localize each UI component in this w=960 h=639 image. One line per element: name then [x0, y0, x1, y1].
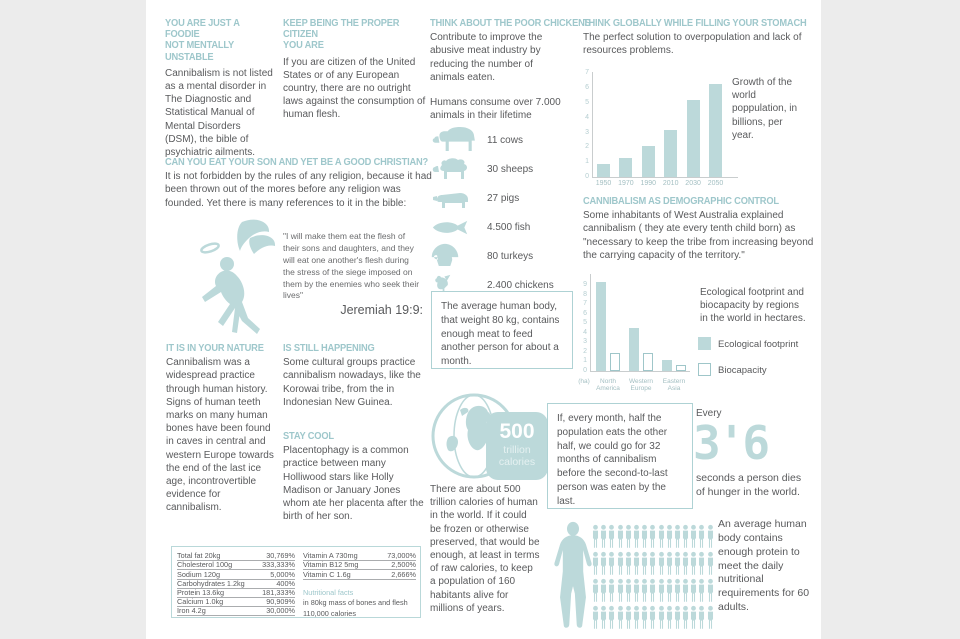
nutrient-value: 2,666%: [391, 569, 416, 579]
title-line: YOU ARE JUST A FOODIE: [165, 18, 240, 41]
hunger-suffix: seconds a person dies of hunger in the world.: [696, 472, 802, 498]
adult-icon: [617, 578, 625, 605]
y-tick: 4: [585, 113, 589, 121]
pop-chart-x-axis: [592, 177, 738, 178]
nutrient-label: Vitamin B12 5mg: [303, 560, 359, 570]
badge-value: 500: [499, 420, 535, 443]
y-tick: 2: [585, 143, 589, 151]
y-tick: 4: [583, 328, 587, 336]
population-bar: [642, 146, 655, 177]
section-foodie-body: Cannibalism is not listed as a mental disorder in The Diagnostic and Statistical Manual of Mental Disorders (DSM), the bible of psychiatric ailments.: [165, 67, 273, 158]
adult-icon: [666, 578, 674, 605]
adult-icon: [707, 524, 715, 551]
nutrient-label: Iron 4.2g: [177, 606, 206, 616]
adult-icon: [649, 524, 657, 551]
nutrient-label: Total fat 20kg: [177, 551, 221, 561]
adult-icon: [649, 605, 657, 632]
section-citizen: [283, 18, 435, 122]
section-staycool: [283, 431, 429, 523]
adult-icon: [658, 605, 666, 632]
adult-icon: [592, 551, 600, 578]
adult-icon: [600, 578, 608, 605]
nutrition-note-line: in 80kg mass of bones and flesh: [303, 598, 408, 608]
adults-pictogram-grid: [592, 524, 718, 632]
biocapacity-bar: [643, 353, 653, 371]
adult-icon: [592, 578, 600, 605]
adult-icon: [682, 605, 690, 632]
adult-icon: [625, 605, 633, 632]
y-tick: 5: [585, 99, 589, 106]
nutrition-table: [171, 546, 421, 618]
adult-icon: [649, 578, 657, 605]
adult-icon: [707, 551, 715, 578]
nutrition-table-left-column: [177, 552, 295, 616]
adult-icon: [690, 524, 698, 551]
animal-row: [430, 213, 580, 242]
y-tick: 1: [585, 158, 589, 166]
y-tick: 6: [583, 309, 587, 317]
adult-icon: [674, 551, 682, 578]
animal-row: [430, 242, 580, 271]
badge-label: calories: [498, 456, 536, 468]
bible-quote: "I will make them eat the flesh of their sons and daughters, and they will eat one another's flesh during the stress of the siege imposed on them by the enemies who seek their lives": [283, 231, 420, 301]
nutrition-note-line: 110,000 calories: [303, 608, 357, 618]
nutrient-value: 90,909%: [266, 597, 295, 607]
adult-icon: [633, 605, 641, 632]
section-nature-title: IT IS IN YOUR NATURE: [166, 343, 264, 354]
section-happening: [283, 343, 429, 409]
animal-label: 4.500 fish: [487, 222, 531, 233]
adult-icon: [658, 578, 666, 605]
adult-icon: [698, 578, 706, 605]
x-tick: North America: [596, 378, 620, 393]
adult-icon: [617, 605, 625, 632]
adult-icon: [641, 578, 649, 605]
adult-icon: [666, 524, 674, 551]
animal-label: 80 turkeys: [487, 251, 534, 262]
legend-footprint-label: Ecological footprint: [718, 339, 799, 350]
section-globally-body: The perfect solution to overpopulation and lack of resources problems.: [583, 32, 802, 57]
adult-icon: [690, 578, 698, 605]
adult-icon: [690, 605, 698, 632]
adult-icon: [698, 605, 706, 632]
adult-icon: [617, 551, 625, 578]
population-bar: [597, 164, 610, 177]
legend-biocapacity-swatch: [698, 363, 711, 376]
animal-row: [430, 126, 580, 155]
nutrient-label: Sodium 120g: [177, 569, 221, 579]
adult-icon: [674, 578, 682, 605]
hunger-time: 3'6: [693, 416, 768, 470]
y-tick: 3: [583, 338, 587, 346]
section-foodie-title: [165, 18, 275, 63]
y-tick: 7: [583, 300, 587, 308]
x-tick: 2030: [685, 180, 701, 187]
section-demographic: [583, 196, 825, 262]
animal-consumption-list: [430, 126, 580, 300]
section-globally: [583, 18, 825, 58]
adult-icon: [666, 551, 674, 578]
section-chickens-title: THINK ABOUT THE POOR CHICKENS: [430, 18, 591, 29]
right-margin: [821, 0, 960, 639]
section-christian: [165, 157, 440, 210]
adult-icon: [625, 551, 633, 578]
animal-label: 27 pigs: [487, 193, 520, 204]
section-christian-body: It is not forbidden by the rules of any religion, because it had been thrown out of the mores before any religion was founded. Yet there is many references to it in the bible:: [165, 171, 432, 209]
nutrient-value: 181,333%: [262, 587, 295, 597]
eco-chart-y-axis: [590, 274, 591, 371]
adult-icon: [608, 578, 616, 605]
human-body-icon: [548, 520, 598, 632]
footprint-bar: [596, 282, 606, 371]
section-demographic-body: Some inhabitants of West Australia explained cannibalism ( they ate every tenth child born) as "necessary to keep the tribe from increasing beyond the carrying capacity of the territory.": [583, 210, 814, 261]
table-row: [303, 570, 416, 579]
calories-body: There are about 500 trillion calories of human in the world. If it could be frozen or otherwise preserved, that would be enough, at least in terms of raw calories, to keep a population of 160 habitants alive for millions of years.: [430, 484, 540, 614]
nutrient-value: 2,500%: [391, 560, 416, 570]
footprint-bar: [629, 328, 639, 371]
y-tick: 5: [583, 319, 587, 327]
turkey-icon: [430, 243, 482, 269]
months-box: If, every month, half the population eats the other half, we could go for 32 months of cannibalism before the second-to-last person was eaten by the last.: [547, 403, 693, 509]
title-line: KEEP BEING THE PROPER CITIZEN: [283, 18, 400, 41]
eco-footprint-chart: [578, 278, 696, 400]
humans-consume-text: Humans consume over 7.000 animals in their lifetime: [430, 96, 561, 122]
nutrient-label: Protein 13.6kg: [177, 587, 225, 597]
nutrient-label: Calcium 1.0kg: [177, 597, 224, 607]
calories-badge: [486, 412, 548, 480]
adult-icon: [600, 605, 608, 632]
adult-icon: [682, 551, 690, 578]
nutrient-value: 30,000%: [266, 606, 295, 616]
left-margin: [0, 0, 146, 639]
nutrient-value: 400%: [276, 578, 295, 588]
section-foodie: [165, 18, 283, 159]
section-staycool-title: STAY COOL: [283, 431, 334, 442]
adult-icon: [682, 578, 690, 605]
nutrition-note: [303, 588, 416, 620]
nutrient-label: Vitamin C 1.6g: [303, 569, 351, 579]
cow-icon: [430, 126, 482, 155]
section-nature: [166, 343, 280, 514]
nutrient-value: 73,000%: [387, 551, 416, 561]
section-nature-body: Cannibalism was a widespread practice through human history. Signs of human teeth marks on many human bones have been found in caves in central and western Europe towards the end of the last ice age, incontrovertible evidence for cannibalism.: [166, 357, 274, 514]
hunger-prefix: Every: [696, 408, 722, 419]
population-bar: [709, 84, 722, 177]
adult-icon: [600, 524, 608, 551]
biocapacity-bar: [610, 353, 620, 371]
section-globally-title: THINK GLOBALLY WHILE FILLING YOUR STOMACH: [583, 18, 807, 29]
adult-icon: [608, 524, 616, 551]
animal-label: 30 sheeps: [487, 164, 534, 175]
section-happening-body: Some cultural groups practice cannibalism nowadays, like the Korowai tribe, from the in Indonesian New Guinea.: [283, 357, 421, 408]
adult-icon: [641, 551, 649, 578]
nutrition-table-right-column: [303, 552, 416, 619]
average-body-box: The average human body, that weight 80 kg, contains enough meat to feed another person for about a month.: [431, 291, 573, 369]
angel-illustration: [190, 218, 282, 355]
x-tick: 1970: [618, 180, 634, 187]
unit-label: (ha): [578, 378, 590, 385]
y-tick: 1: [583, 357, 587, 365]
eco-chart-x-axis: [590, 371, 690, 372]
nutrient-value: 333,333%: [262, 560, 295, 570]
adult-icon: [633, 551, 641, 578]
biocapacity-bar: [676, 365, 686, 371]
nutrient-value: 5,000%: [270, 569, 295, 579]
section-chickens: [430, 18, 591, 122]
section-citizen-title: [283, 18, 424, 52]
adult-icon: [674, 605, 682, 632]
adult-icon: [625, 578, 633, 605]
legend-footprint-swatch: [698, 337, 711, 350]
section-chickens-body: Contribute to improve the abusive meat industry by reducing the number of animals eaten.: [430, 32, 543, 83]
badge-unit: trillion: [503, 444, 531, 456]
world-population-chart: [580, 70, 746, 195]
section-happening-title: IS STILL HAPPENING: [283, 343, 375, 354]
adult-icon: [608, 551, 616, 578]
adult-icon: [682, 524, 690, 551]
adult-icon: [641, 524, 649, 551]
population-bar: [687, 100, 700, 177]
title-line: NOT MENTALLY UNSTABLE: [165, 40, 234, 63]
population-bar: [664, 130, 677, 177]
legend-biocapacity-label: Biocapacity: [718, 365, 767, 376]
y-tick: 8: [583, 290, 587, 298]
pop-chart-caption: Growth of the world poppulation, in billions, per year.: [732, 77, 798, 141]
x-tick: 2050: [707, 180, 724, 187]
adult-icon: [600, 551, 608, 578]
section-citizen-body: If you are citizen of the United States or of any European country, there are no outright laws against the consumption of human flesh.: [283, 56, 426, 121]
animal-row: [430, 155, 580, 184]
adult-icon: [698, 551, 706, 578]
adult-icon: [707, 578, 715, 605]
adult-icon: [625, 524, 633, 551]
section-christian-title: CAN YOU EAT YOUR SON AND YET BE A GOOD CHRISTIAN?: [165, 157, 429, 168]
y-tick: 7: [585, 69, 589, 77]
y-tick: 0: [585, 173, 589, 180]
y-tick: 0: [583, 367, 587, 374]
nutrient-value: 30,769%: [266, 551, 295, 561]
adult-icon: [617, 524, 625, 551]
x-tick: 1990: [640, 180, 657, 187]
eco-chart-caption: Ecological footprint and biocapacity by regions in the world in hectares.: [700, 287, 806, 325]
x-tick: Eastern Asia: [662, 378, 686, 393]
population-bar: [619, 158, 632, 177]
bible-attribution: Jeremiah 19:9:: [340, 303, 423, 317]
adult-icon: [698, 524, 706, 551]
x-tick: 2010: [662, 180, 679, 187]
human-body-illustration: [548, 520, 598, 637]
adult-icon: [658, 524, 666, 551]
nutrient-label: Vitamin A 730mg: [303, 551, 358, 561]
nutrition-note-title: Nutritional facts: [303, 587, 354, 597]
footprint-bar: [662, 360, 672, 371]
adult-icon: [633, 578, 641, 605]
animal-label: 11 cows: [487, 135, 523, 146]
y-tick: 3: [585, 128, 589, 136]
nutrient-label: Cholesterol 100g: [177, 560, 233, 570]
angel-icon: [190, 218, 282, 350]
y-tick: 6: [585, 84, 589, 92]
x-tick: 1950: [595, 180, 612, 187]
adult-icon: [707, 605, 715, 632]
adult-icon: [666, 605, 674, 632]
adult-icon: [592, 605, 600, 632]
section-demographic-title: CANNIBALISM AS DEMOGRAPHIC CONTROL: [583, 196, 779, 207]
nutrient-label: Carbohydrates 1.2kg: [177, 578, 245, 588]
adult-icon: [674, 524, 682, 551]
section-staycool-body: Placentophagy is a common practice between many Holliwood stars like Holly Madison or January Jones whom ate her placenta after the birth of her son.: [283, 445, 424, 523]
adult-icon: [649, 551, 657, 578]
adult-icon: [608, 605, 616, 632]
y-tick: 2: [583, 347, 587, 355]
pop-chart-y-axis: [592, 72, 593, 177]
x-tick: Western Europe: [628, 378, 654, 393]
table-row: [177, 607, 295, 616]
adult-icon: [592, 524, 600, 551]
fish-icon: [430, 218, 482, 237]
animal-row: [430, 184, 580, 213]
adult-icon: [633, 524, 641, 551]
adult-icon: [690, 551, 698, 578]
y-tick: 9: [583, 281, 587, 289]
adult-icon: [641, 605, 649, 632]
adult-icon: [658, 551, 666, 578]
title-line: YOU ARE: [283, 40, 324, 52]
animal-label: 2.400 chickens: [487, 280, 554, 291]
protein-body: An average human body contains enough protein to meet the daily nutritional requirements for 60 adults.: [718, 518, 810, 614]
